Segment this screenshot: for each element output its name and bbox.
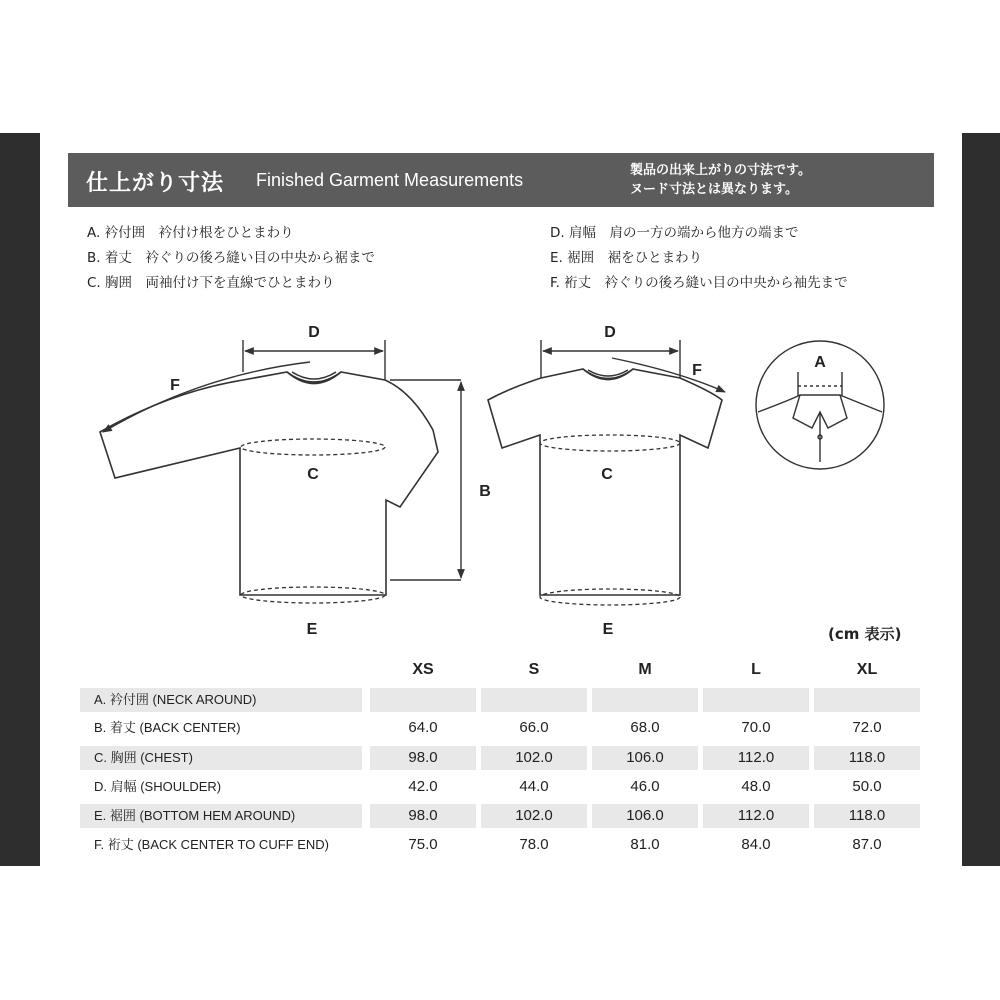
table-header-row bbox=[80, 658, 925, 682]
row-label-bottom-hem: E. 裾囲 (BOTTOM HEM AROUND) bbox=[80, 804, 362, 828]
right-frame-bar bbox=[962, 133, 1000, 866]
table-cell: 66.0 bbox=[519, 719, 549, 736]
table-cell: 102.0 bbox=[481, 804, 587, 828]
table-cell: 46.0 bbox=[630, 778, 660, 795]
definitions-right bbox=[550, 221, 848, 296]
table-cell: 106.0 bbox=[592, 746, 698, 770]
title-jp: 仕上がり寸法 bbox=[86, 171, 225, 196]
table-cell: 75.0 bbox=[408, 836, 438, 853]
table-cell: 118.0 bbox=[814, 804, 920, 828]
table-cell: 98.0 bbox=[370, 746, 476, 770]
definition-c: C. 胸囲 両袖付け下を直線でひとまわり bbox=[87, 275, 335, 291]
definitions-left bbox=[87, 221, 375, 296]
row-label-sleeve: F. 裄丈 (BACK CENTER TO CUFF END) bbox=[94, 837, 329, 852]
table-row bbox=[80, 716, 925, 740]
label-e-long: E bbox=[306, 621, 318, 638]
definition-e: E. 裾囲 裾をひとまわり bbox=[550, 250, 703, 266]
table-cell: 102.0 bbox=[481, 746, 587, 770]
row-label-back-center: B. 着丈 (BACK CENTER) bbox=[94, 720, 241, 735]
table-cell: 44.0 bbox=[519, 778, 549, 795]
header-bar bbox=[68, 153, 934, 207]
table-cell bbox=[703, 688, 809, 712]
table-cell: 42.0 bbox=[408, 778, 438, 795]
header-note bbox=[630, 161, 811, 199]
garment-diagram bbox=[40, 300, 940, 650]
definition-f: F. 裄丈 衿ぐりの後ろ縫い目の中央から袖先まで bbox=[550, 275, 848, 291]
table-cell: 112.0 bbox=[703, 746, 809, 770]
long-sleeve-shirt bbox=[100, 372, 438, 595]
table-cell: 64.0 bbox=[408, 719, 438, 736]
table-row bbox=[80, 688, 925, 712]
left-frame-bar bbox=[0, 133, 40, 866]
label-c-long: C bbox=[307, 466, 319, 483]
table-cell: 81.0 bbox=[630, 836, 660, 853]
table-cell: 50.0 bbox=[852, 778, 882, 795]
label-d-long: D bbox=[308, 324, 320, 341]
table-cell: 84.0 bbox=[741, 836, 771, 853]
table-cell: 70.0 bbox=[741, 719, 771, 736]
table-cell bbox=[481, 688, 587, 712]
label-b: B bbox=[479, 483, 491, 500]
table-cell: 68.0 bbox=[630, 719, 660, 736]
table-row bbox=[80, 804, 925, 828]
header-note-line1: 製品の出来上がりの寸法です。 bbox=[630, 163, 811, 178]
table-cell: 118.0 bbox=[814, 746, 920, 770]
definition-b: B. 着丈 衿ぐりの後ろ縫い目の中央から裾まで bbox=[87, 250, 375, 266]
size-header-l: L bbox=[751, 661, 761, 678]
label-e-short: E bbox=[602, 621, 614, 638]
table-cell: 78.0 bbox=[519, 836, 549, 853]
table-cell: 72.0 bbox=[852, 719, 882, 736]
table-cell: 106.0 bbox=[592, 804, 698, 828]
title-en: Finished Garment Measurements bbox=[256, 170, 524, 190]
row-label-chest: C. 胸囲 (CHEST) bbox=[80, 746, 362, 770]
table-cell bbox=[814, 688, 920, 712]
table-row bbox=[80, 833, 925, 857]
size-header-s: S bbox=[528, 661, 540, 678]
label-f-short: F bbox=[692, 362, 702, 379]
definition-d: D. 肩幅 肩の一方の端から他方の端まで bbox=[550, 225, 799, 241]
header-note-line2: ヌード寸法とは異なります。 bbox=[630, 182, 798, 197]
table-row bbox=[80, 775, 925, 799]
table-cell bbox=[370, 688, 476, 712]
label-c-short: C bbox=[601, 466, 613, 483]
table-cell: 87.0 bbox=[852, 836, 882, 853]
size-header-m: M bbox=[638, 661, 652, 678]
definition-a: A. 衿付囲 衿付け根をひとまわり bbox=[87, 225, 294, 241]
size-header-xl: XL bbox=[856, 661, 878, 678]
row-label-shoulder: D. 肩幅 (SHOULDER) bbox=[94, 779, 222, 794]
table-cell: 98.0 bbox=[370, 804, 476, 828]
label-a: A bbox=[814, 354, 826, 371]
row-label-neck: A. 衿付囲 (NECK AROUND) bbox=[80, 688, 362, 712]
table-cell bbox=[592, 688, 698, 712]
label-d-short: D bbox=[604, 324, 616, 341]
size-header-xs: XS bbox=[412, 661, 434, 678]
table-row bbox=[80, 746, 925, 770]
unit-label: (cm 表示) bbox=[828, 625, 902, 643]
table-cell: 48.0 bbox=[741, 778, 771, 795]
table-cell: 112.0 bbox=[703, 804, 809, 828]
label-f-long: F bbox=[170, 377, 180, 394]
